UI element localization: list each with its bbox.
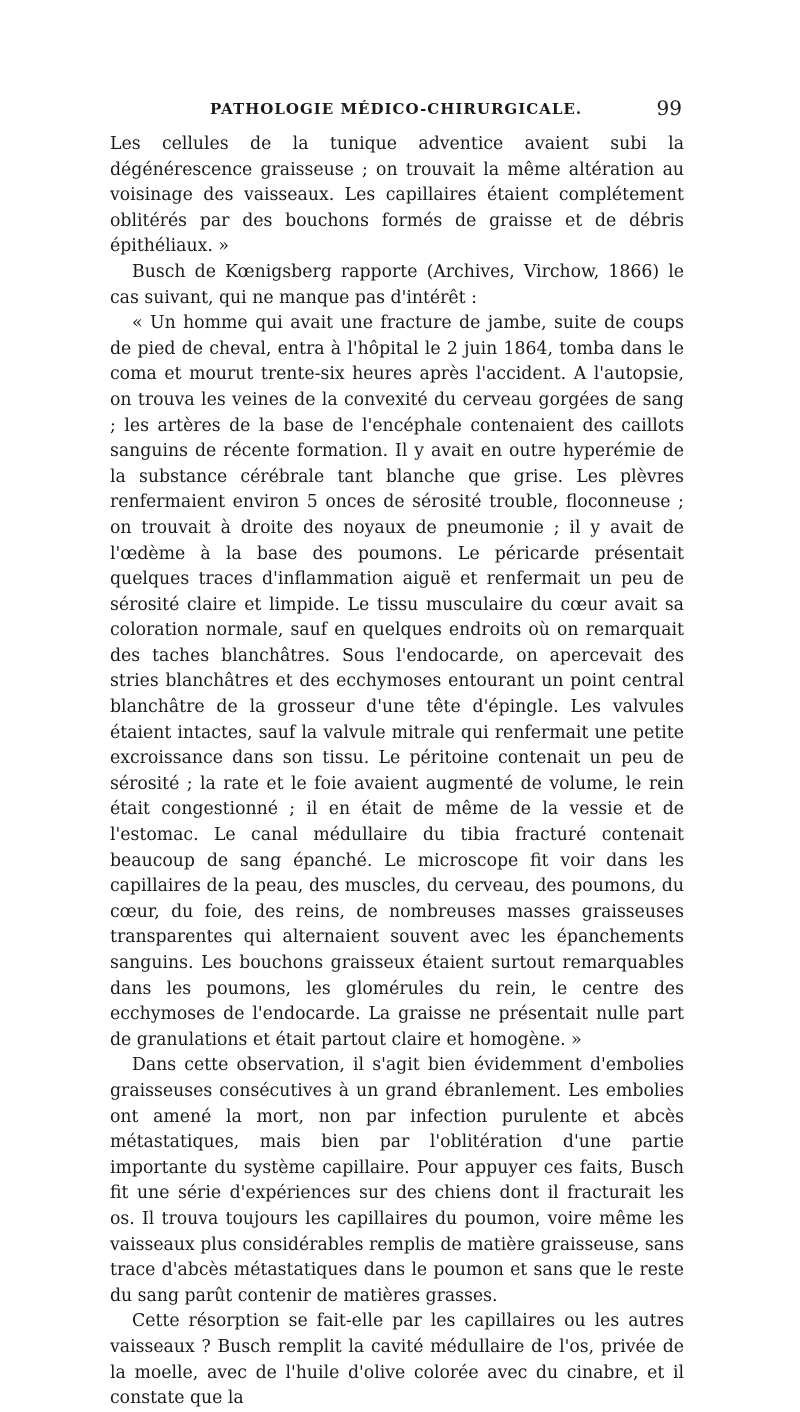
running-title: PATHOLOGIE MÉDICO-CHIRURGICALE. xyxy=(209,100,583,118)
paragraph-fat-embolism: Dans cette observation, il s'agit bien évidemment d'embolies graisseuses consécutives à un grand ébranlement. Les embolies ont amené la mort, non par infection purulente et abcès métastatiques, mais bien par l'oblitération d'une partie importante du système capillaire. Pour appuyer ces faits, Busch fit une série d'expériences sur des chiens dont il fracturait les os. Il trouva toujours les capillaires du poumon, voire même les vaisseaux plus considérables remplis de matière graisseuse, sans trace d'abcès métastatiques dans le poumon et sans que le reste du sang parût contenir de matières grasses. xyxy=(110,1055,684,1306)
paragraph-resorption: Cette résorption se fait-elle par les capillaires ou les autres vaisseaux ? Busch remplit la cavité médullaire de l'os, privée de la moelle, avec de l'huile d'olive colorée avec du cinabre, et il constate que la xyxy=(110,1311,684,1409)
body-text xyxy=(110,132,684,1412)
paragraph-case-quote: « Un homme qui avait une fracture de jambe, suite de coups de pied de cheval, entra à l'hôpital le 2 juin 1864, tomba dans le coma et mourut trente-six heures après l'accident. A l'autopsie, on trouva les veines de la convexité du cerveau gorgées de sang ; les artères de la base de l'encéphale contenaient des caillots sanguins de récente formation. Il y avait en outre hyperémie de la substance cérébrale tant blanche que grise. Les plèvres renfermaient environ 5 onces de sérosité trouble, floconneuse ; on trouvait à droite des noyaux de pneumonie ; il y avait de l'œdème à la base des poumons. Le péricarde présentait quelques traces d'inflammation aiguë et renfermait un peu de sérosité claire et limpide. Le tissu musculaire du cœur avait sa coloration normale, sauf en quelques endroits où on remarquait des taches blanchâtres. Sous l'endocarde, on apercevait des stries blanchâtres et des ecchymoses entourant un point central blanchâtre de la grosseur d'une tête d'épingle. Les valvules étaient intactes, sauf la valvule mitrale qui renfermait une petite excroissance dans son tissu. Le péritoine contenait un peu de sérosité ; la rate et le foie avaient augmenté de volume, le rein était congestionné ; il en était de même de la vessie et de l'estomac. Le canal médullaire du tibia fracturé contenait beaucoup de sang épanché. Le microscope fit voir dans les capillaires de la peau, des muscles, du cerveau, des poumons, du cœur, du foie, des reins, de nombreuses masses graisseuses transparentes qui alternaient souvent avec les épanchements sanguins. Les bouchons graisseux étaient surtout remarquables dans les poumons, les glomérules du rein, le centre des ecchymoses de l'endocarde. La graisse ne présentait nulle part de granulations et était partout claire et homogène. » xyxy=(110,313,684,1050)
page-number: 99 xyxy=(656,96,682,120)
running-head xyxy=(110,96,682,126)
paragraph-continuation: Les cellules de la tunique adventice avaient subi la dégénérescence graisseuse ; on trouvait la même altération au voisinage des vaisseaux. Les capillaires étaient complétement oblitérés par des bouchons formés de graisse et de débris épithéliaux. » xyxy=(110,134,684,257)
paragraph-busch-intro: Busch de Kœnigsberg rapporte (Archives, Virchow, 1866) le cas suivant, qui ne manque pas d'intérêt : xyxy=(110,261,684,308)
